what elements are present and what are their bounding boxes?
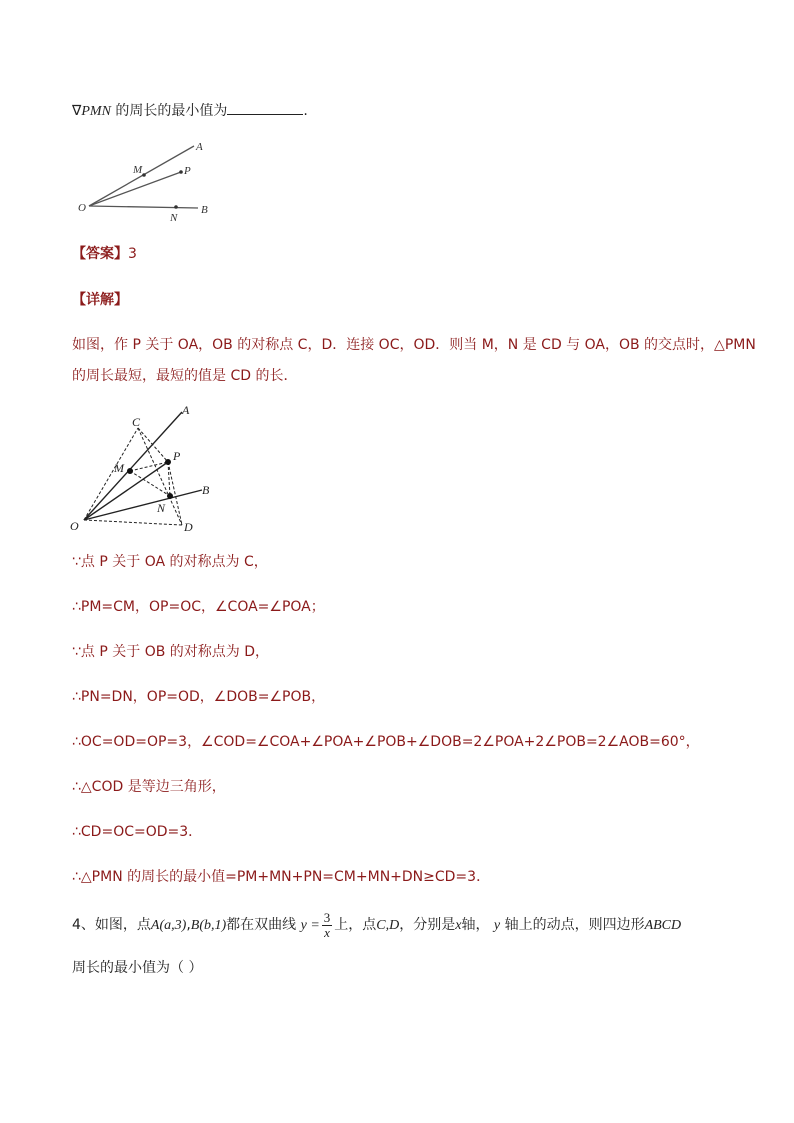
detail-header xyxy=(72,290,128,310)
point-n xyxy=(174,205,178,209)
x-axis-text: 轴， xyxy=(461,917,490,933)
question-prompt-line xyxy=(72,101,308,122)
point-b-name: B xyxy=(190,918,200,933)
q4-intro: 4、如图，点 xyxy=(72,917,151,933)
answer-line xyxy=(72,244,137,264)
question-4-line-2: 周长的最小值为（ ） xyxy=(72,960,203,976)
label-n: N xyxy=(170,212,178,224)
label-b: B xyxy=(202,483,210,497)
equation-lhs: y = xyxy=(300,918,320,933)
detail-bracket: 【详解】 xyxy=(72,292,128,308)
points-c-d: C,D xyxy=(376,918,400,933)
q4-after2-text: ，分别是 xyxy=(399,917,456,933)
point-m xyxy=(127,468,133,474)
explanation-line-2: 的周长最短，最短的值是 CD 的长． xyxy=(72,368,298,384)
label-b: B xyxy=(201,204,208,216)
fraction-numerator: 3 xyxy=(323,909,331,925)
proof-line-3: ∵点 P 关于 OB 的对称点为 D， xyxy=(72,644,270,660)
fraction-denominator: x xyxy=(324,924,330,940)
triangle-name: PMN xyxy=(81,104,111,119)
proof-line-7: ∴CD=OC=OD=3． xyxy=(72,824,203,840)
q4-after-text: 上，点 xyxy=(334,917,377,933)
point-a-coords: (a,3) xyxy=(159,918,187,933)
ray-op xyxy=(89,172,181,206)
ray-oa xyxy=(89,146,194,206)
proof-line-5: ∴OC=OD=OP=3，∠COD=∠COA+∠POA+∠POB+∠DOB=2∠POA+2∠POB=2∠AOB=60°， xyxy=(72,734,700,750)
label-c: C xyxy=(132,415,141,429)
nabla-symbol: ∇ xyxy=(72,103,82,119)
proof-line-1: ∵点 P 关于 OA 的对称点为 C， xyxy=(72,554,268,570)
label-o: O xyxy=(78,202,86,214)
answer-blank xyxy=(227,102,303,115)
reflection-figure xyxy=(64,400,234,540)
segment-oc xyxy=(84,428,138,520)
point-a-name: A xyxy=(150,918,160,933)
x-var: x xyxy=(455,918,462,933)
label-p: P xyxy=(184,165,191,177)
proof-line-6: ∴△COD 是等边三角形， xyxy=(72,779,226,795)
proof-line-2: ∴PM=CM，OP=OC，∠COA=∠POA； xyxy=(72,599,325,615)
ray-op xyxy=(84,462,168,520)
fraction-3-over-x xyxy=(322,911,333,940)
ray-ob xyxy=(89,206,198,208)
proof-line-4: ∴PN=DN，OP=OD，∠DOB=∠POB， xyxy=(72,689,326,705)
prompt-suffix: . xyxy=(303,103,308,119)
label-m: M xyxy=(114,461,124,475)
q4-separator: , xyxy=(186,917,191,933)
q4-mid-text: 都在双曲线 xyxy=(226,917,297,933)
proof-line-8: ∴△PMN 的周长的最小值=PM+MN+PN=CM+MN+DN≥CD=3． xyxy=(72,869,491,885)
label-n: N xyxy=(157,501,166,515)
point-b-coords: (b,1) xyxy=(199,918,227,933)
label-o: O xyxy=(70,519,79,533)
label-a: A xyxy=(182,403,190,417)
q4-rest-text: 轴上的动点，则四边形 xyxy=(504,917,645,933)
answer-bracket: 【答案】 xyxy=(72,246,128,262)
point-p xyxy=(165,459,171,465)
segment-od xyxy=(84,520,182,525)
label-p: P xyxy=(173,449,181,463)
ray-ob xyxy=(84,490,202,520)
point-n xyxy=(167,493,173,499)
question-4-line-1 xyxy=(72,910,681,941)
point-m xyxy=(142,173,146,177)
label-a: A xyxy=(196,141,203,153)
quadrilateral-name: ABCD xyxy=(644,918,682,933)
point-p xyxy=(179,170,183,174)
angle-figure xyxy=(70,136,230,226)
prompt-text: 的周长的最小值为 xyxy=(110,103,228,119)
label-m: M xyxy=(133,164,143,176)
explanation-line-1: 如图，作 P 关于 OA，OB 的对称点 C，D．连接 OC，OD．则当 M，N 是 CD 与 OA，OB 的交点时，△PMN xyxy=(72,337,756,353)
answer-value: 3 xyxy=(128,246,137,262)
label-d: D xyxy=(184,520,193,534)
y-var: y xyxy=(493,918,501,933)
